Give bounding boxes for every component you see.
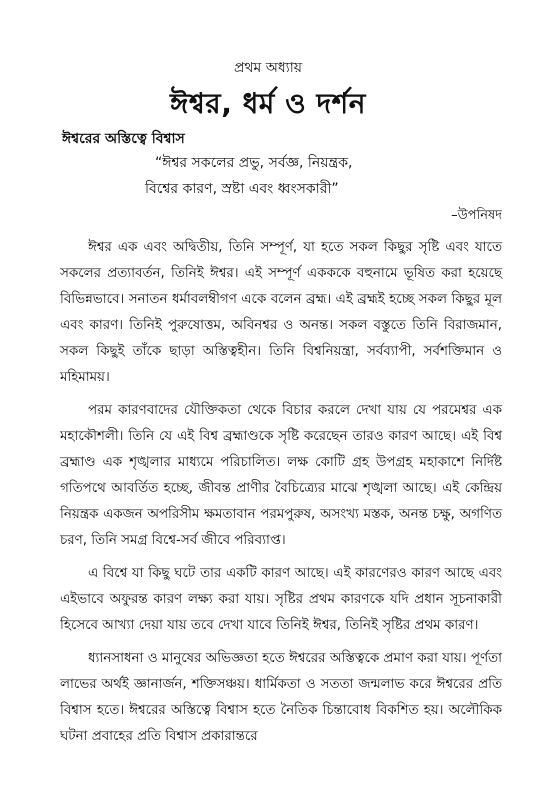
quote-attribution: –উপনিষদ [451, 208, 502, 223]
body-text [60, 235, 502, 757]
chapter-title: ঈশ্বর, ধর্ম ও দর্শন [170, 87, 366, 120]
paragraph: ঈশ্বর এক এবং অদ্বিতীয়, তিনি সম্পূর্ণ, যা হতে সকল কিছুর সৃষ্টি এবং যাতে সকলের প্রত্যাবর্তন, তিনিই ঈশ্বর। এই সম্পূর্ণ একককে বহুনামে ভূষিত করা হয়েছে বিভিন্নভাবে। সনাতন ধর্মাবলম্বীগণ একে বলেন ব্রহ্ম। এই ব্রহ্মই হচ্ছে সকল কিছুর মূল এবং কারণ। তিনিই পুরুষোত্তম, অবিনশ্বর ও অনন্ত। সকল বস্তুতে তিনি বিরাজমান, সকল কিছুই তাঁকে ছাড়া অস্তিত্বহীন। তিনি বিশ্বনিয়ন্ত্রা, সর্বব্যাপী, সর্বশক্তিমান ও মহিমাময়। [60, 240, 502, 385]
quote-line-1: “ঈশ্বর সকলের প্রভু, সর্বজ্ঞ, নিয়ন্ত্রক, [155, 155, 353, 171]
epigraph-quote [145, 150, 485, 202]
paragraph: পরম কারণবাদের যৌক্তিকতা থেকে বিচার করলে দেখা যায় যে পরমেশ্বর এক মহাকৌশলী। তিনি যে এই বিশ্ব ব্রহ্মাণ্ডকে সৃষ্টি করেছেন তারও কারণ আছে। এই বিশ্ব ব্রহ্মাণ্ড এক শৃঙ্খলার মাধ্যমে পরিচালিত। লক্ষ কোটি গ্রহ উপগ্রহ মহাকাশে নির্দিষ্ট গতিপথে আবর্তিত হচ্ছে, জীবন্ত প্রাণীর বৈচিত্র্যের মাঝে শৃঙ্খলা আছে। এই কেন্দ্রিয় নিয়ন্ত্রক একজন অপরিসীম ক্ষমতাবান পরমপুরুষ, অসংখ্য মস্তক, অনন্ত চক্ষু, অগণিত চরণ, তিনি সমগ্র বিশ্বে-সর্ব জীবে পরিব্যাপ্ত। [60, 403, 502, 548]
chapter-label: প্রথম অধ্যায় [233, 60, 303, 76]
paragraph: এ বিশ্বে যা কিছু ঘটে তার একটি কারণ আছে। এই কারণেরও কারণ আছে এবং এইভাবে অফুরন্ত কারণ লক্ষ্য করা যায়। সৃষ্টির প্রথম কারণকে যদি প্রধান সূচনাকারী হিসেবে আখ্যা দেয়া যায় তবে দেখা যাবে তিনিই ঈশ্বর, তিনিই সৃষ্টির প্রথম কারণ। [60, 566, 502, 633]
quote-line-2: বিশ্বের কারণ, স্রষ্টা এবং ধ্বংসকারী” [145, 181, 339, 197]
paragraph: ধ্যানসাধনা ও মানুষের অভিজ্ঞতা হতে ঈশ্বরের অস্তিত্বকে প্রমাণ করা যায়। পূর্ণতা লাভের অর্থই জ্ঞানার্জন, শক্তিসঞ্চয়। ধার্মিকতা ও সততা জন্মলাভ করে ঈশ্বরের প্রতি বিশ্বাস হতে। ঈশ্বরের অস্তিত্বে বিশ্বাস হতে নৈতিক চিন্তাবোধ বিকশিত হয়। অলৌকিক ঘটনা প্রবাহের প্রতি বিশ্বাস প্রকারান্তরে [60, 651, 502, 744]
section-heading: ঈশ্বরের অস্তিত্বে বিশ্বাস [62, 131, 185, 147]
